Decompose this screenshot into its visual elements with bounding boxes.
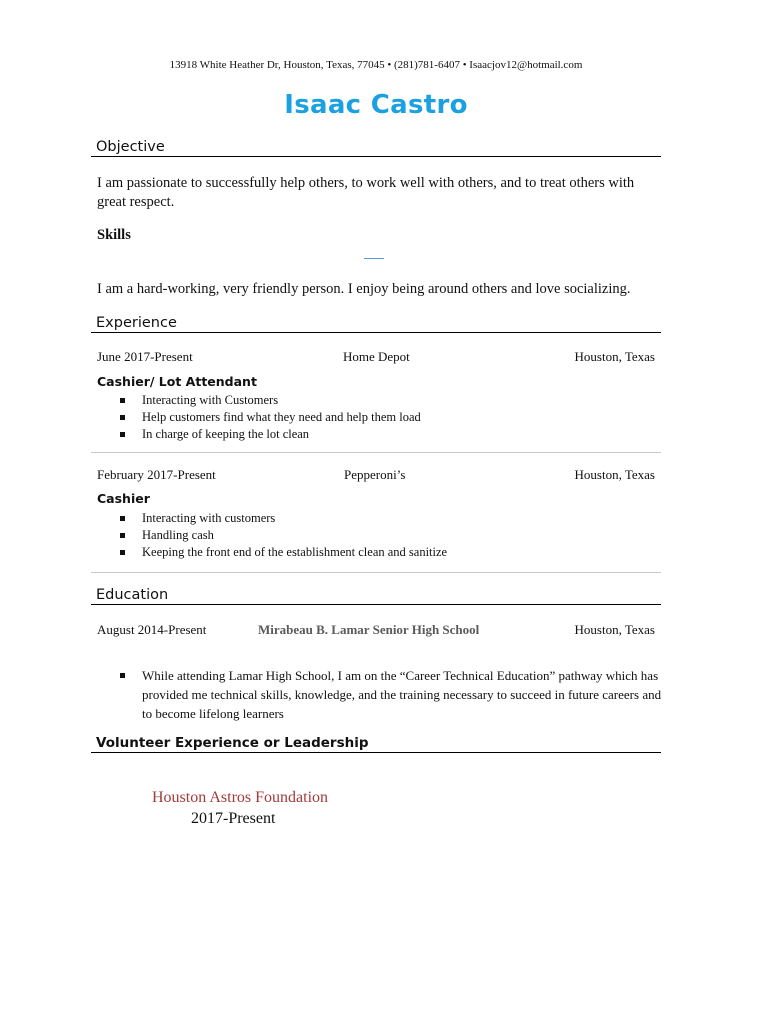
job-duties-list (118, 510, 447, 561)
education-dates: August 2014-Present (97, 622, 207, 637)
job-duties-list (118, 392, 421, 443)
job-dates: February 2017-Present (97, 467, 216, 482)
skills-heading: Skills (97, 227, 131, 243)
education-heading: Education (91, 587, 661, 605)
list-item: While attending Lamar High School, I am on the “Career Technical Education” pathway which has provided me technical skills, knowledge, and the training necessary to succeed in future careers and to become lifelong learners (118, 666, 663, 723)
list-item: In charge of keeping the lot clean (118, 426, 421, 443)
candidate-name: Isaac Castro (284, 90, 468, 120)
job-location: Houston, Texas (574, 349, 655, 364)
objective-text: I am passionate to successfully help others, to work well with others, and to treat others with great respect. (97, 175, 635, 210)
objective-heading: Objective (91, 139, 661, 157)
volunteer-dates: 2017-Present (191, 810, 276, 827)
job-row-home-depot (97, 349, 655, 367)
list-item: Help customers find what they need and help them load (118, 409, 421, 426)
experience-heading: Experience (91, 315, 661, 333)
list-item: Interacting with customers (118, 510, 447, 527)
list-item: Interacting with Customers (118, 392, 421, 409)
job-employer: Pepperoni’s (344, 467, 406, 482)
job-row-pepperonis (97, 467, 655, 485)
job-dates: June 2017-Present (97, 349, 193, 364)
skills-divider (364, 258, 384, 259)
job-employer: Home Depot (343, 349, 410, 364)
contact-line: 13918 White Heather Dr, Houston, Texas, 77045 • (281)781-6407 • Isaacjov12@hotmail.com (169, 59, 583, 71)
education-row (97, 622, 655, 640)
list-item: Handling cash (118, 527, 447, 544)
school-name: Mirabeau B. Lamar Senior High School (258, 622, 480, 637)
job-divider (91, 452, 661, 453)
education-location: Houston, Texas (574, 622, 655, 637)
volunteer-organization: Houston Astros Foundation (152, 789, 329, 806)
job-location: Houston, Texas (574, 467, 655, 482)
job-title: Cashier (97, 491, 150, 506)
skills-text: I am a hard-working, very friendly person. I enjoy being around others and love socializing. (97, 281, 631, 297)
job-title: Cashier/ Lot Attendant (97, 374, 257, 389)
job-divider (91, 572, 661, 573)
list-item: Keeping the front end of the establishment clean and sanitize (118, 544, 447, 561)
volunteer-heading: Volunteer Experience or Leadership (91, 735, 661, 753)
education-details-list (118, 666, 663, 723)
